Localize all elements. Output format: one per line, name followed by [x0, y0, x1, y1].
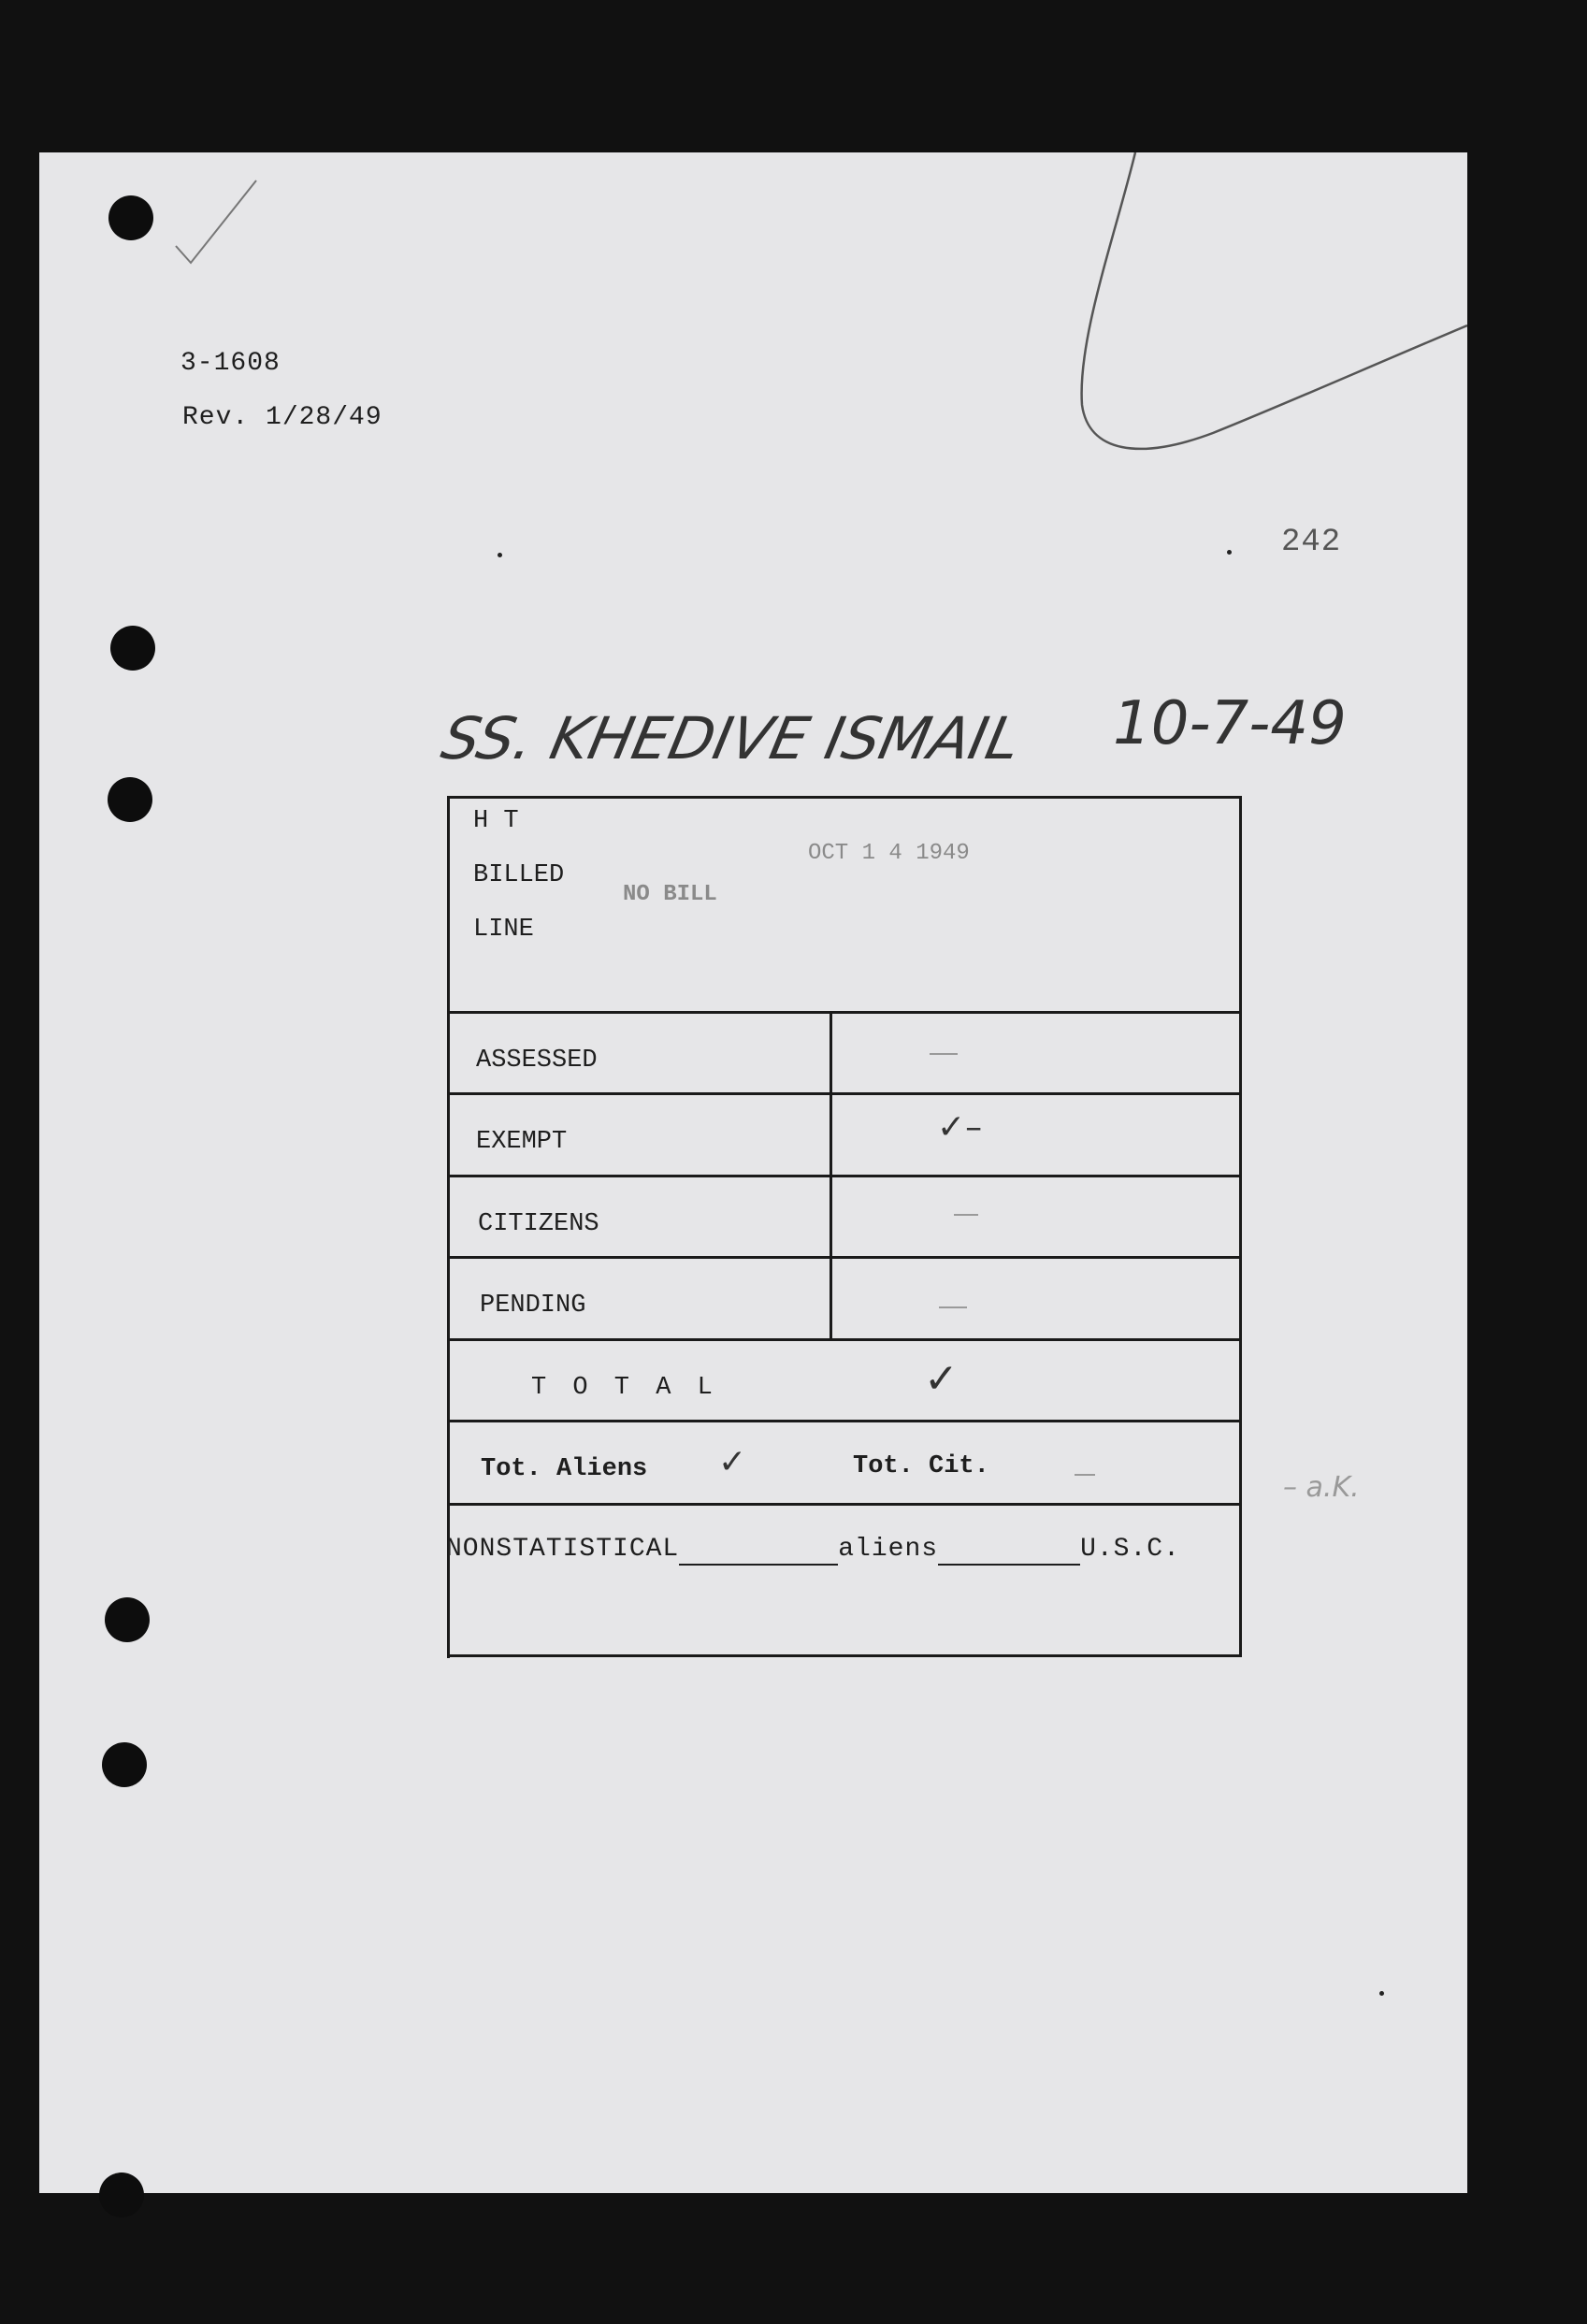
total-label: T O T A L — [531, 1374, 718, 1402]
no-bill-stamp: NO BILL — [623, 882, 717, 907]
header-line: LINE — [473, 916, 534, 944]
row-label-assessed: ASSESSED — [476, 1047, 598, 1075]
scan-speck — [1379, 1991, 1384, 1996]
total-check-icon: ✓ — [924, 1355, 959, 1403]
row-mark-assessed — [930, 1053, 958, 1055]
row-label-pending: PENDING — [480, 1292, 586, 1320]
margin-initials: – a.K. — [1283, 1471, 1360, 1504]
ship-name-handwritten: SS. KHEDIVE ISMAIL — [436, 704, 1027, 772]
aliens-blank — [938, 1535, 1080, 1566]
aliens-label: aliens — [838, 1535, 939, 1564]
tot-aliens-label: Tot. Aliens — [481, 1455, 648, 1483]
page-number: 242 — [1281, 525, 1342, 560]
usc-label: U.S.C. — [1080, 1535, 1180, 1564]
document-page — [39, 152, 1467, 2193]
nonstatistical-line — [446, 1535, 1180, 1566]
punch-hole — [102, 1742, 147, 1787]
header-billed: BILLED — [473, 861, 565, 889]
form-revision: Rev. 1/28/49 — [182, 403, 382, 432]
row-mark-citizens — [954, 1214, 978, 1216]
nonstatistical-blank — [679, 1535, 838, 1566]
tot-cit-mark — [1075, 1474, 1095, 1476]
row-label-citizens: CITIZENS — [478, 1210, 599, 1238]
tot-cit-label: Tot. Cit. — [853, 1452, 989, 1480]
punch-hole — [99, 2172, 144, 2217]
punch-hole — [105, 1597, 150, 1642]
exempt-check-icon: ✓– — [937, 1108, 983, 1147]
row-label-exempt: EXEMPT — [476, 1128, 568, 1156]
date-stamp: OCT 1 4 1949 — [808, 841, 970, 866]
tot-aliens-check-icon: ✓ — [718, 1443, 747, 1481]
nonstatistical-label: NONSTATISTICAL — [446, 1535, 680, 1564]
date-handwritten: 10-7-49 — [1113, 689, 1347, 758]
form-number: 3-1608 — [180, 349, 281, 378]
header-ht: H T — [473, 807, 519, 835]
row-mark-pending — [939, 1306, 967, 1308]
